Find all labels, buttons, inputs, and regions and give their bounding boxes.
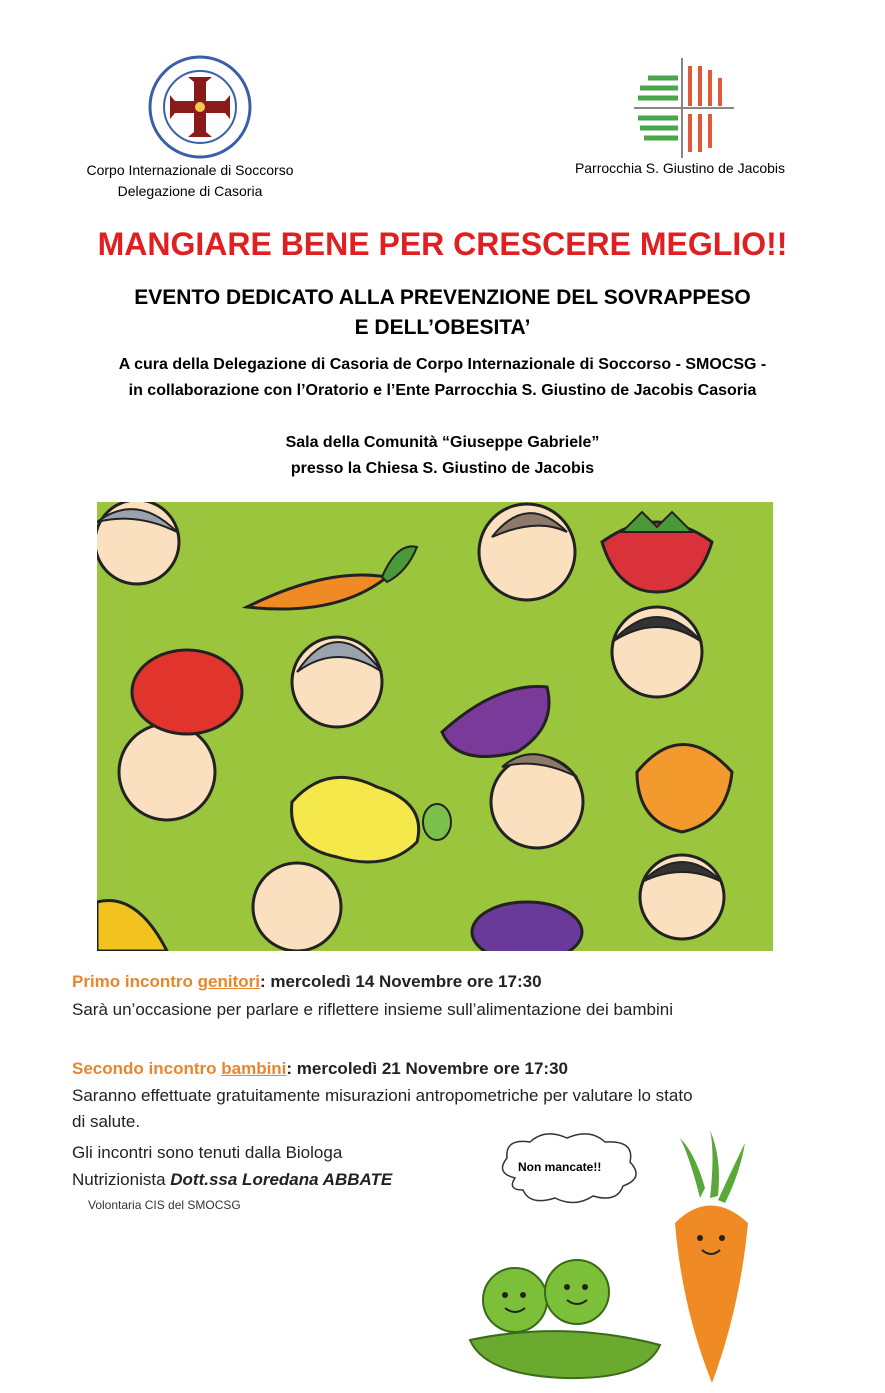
meeting1-label-audience: genitori [197,972,260,991]
speaker-title: Nutrizionista [72,1170,171,1189]
left-org-name [60,160,320,202]
event-title: MANGIARE BENE PER CRESCERE MEGLIO!! [97,226,788,262]
meeting2-description-line1: Saranno effettuate gratuitamente misurazioni antropometriche per valutare lo stato [72,1086,693,1105]
right-org-name: Parrocchia S. Giustino de Jacobis [574,160,786,176]
meeting2-label-prefix: Secondo incontro [72,1059,222,1078]
meeting1-date: : mercoledì 14 Novembre ore 17:30 [259,972,542,991]
left-org-line1: Corpo Internazionale di Soccorso [86,162,294,178]
kids-vegetables-illustration [97,502,773,951]
meeting2-description-line2: di salute. [72,1112,141,1131]
organizers-line1: A cura della Delegazione di Casoria de Corpo Internazionale di Soccorso - SMOCSG - [118,356,767,373]
subtitle-line1: EVENTO DEDICATO ALLA PREVENZIONE DEL SOVRAPPESO [134,286,751,309]
organizers-line2: in collaborazione con l’Oratorio e l’Ente Parrocchia S. Giustino de Jacobis Casoria [128,382,757,399]
venue-text [0,430,885,482]
cis-logo [138,55,262,159]
meeting2-label-audience: bambini [221,1059,287,1078]
subtitle-line2: E DELL’OBESITA’ [354,316,531,339]
meeting2-header [72,1057,568,1081]
speaker-name: Dott.ssa Loredana ABBATE [170,1170,393,1189]
meeting1-description: Sarà un’occasione per parlare e riflettere insieme sull’alimentazione dei bambini [72,1000,673,1019]
venue-line1: Sala della Comunità “Giuseppe Gabriele” [285,434,600,451]
organizers-text [0,352,885,404]
speaker-line2 [72,1168,392,1192]
peas-illustration [465,1250,665,1385]
speaker-note: Volontaria CIS del SMOCSG [88,1198,241,1212]
meeting1-label-prefix: Primo incontro [72,972,198,991]
parish-logo [630,58,735,158]
event-subtitle [0,283,885,343]
meeting2-date: : mercoledì 21 Novembre ore 17:30 [286,1059,568,1078]
cloud-text: Non mancate!! [518,1160,602,1174]
left-org-line2: Delegazione di Casoria [117,183,263,199]
venue-line2: presso la Chiesa S. Giustino de Jacobis [290,460,595,477]
speaker-line1: Gli incontri sono tenuti dalla Biologa [72,1143,343,1162]
meeting1-header [72,970,542,994]
carrot-illustration [660,1128,760,1388]
